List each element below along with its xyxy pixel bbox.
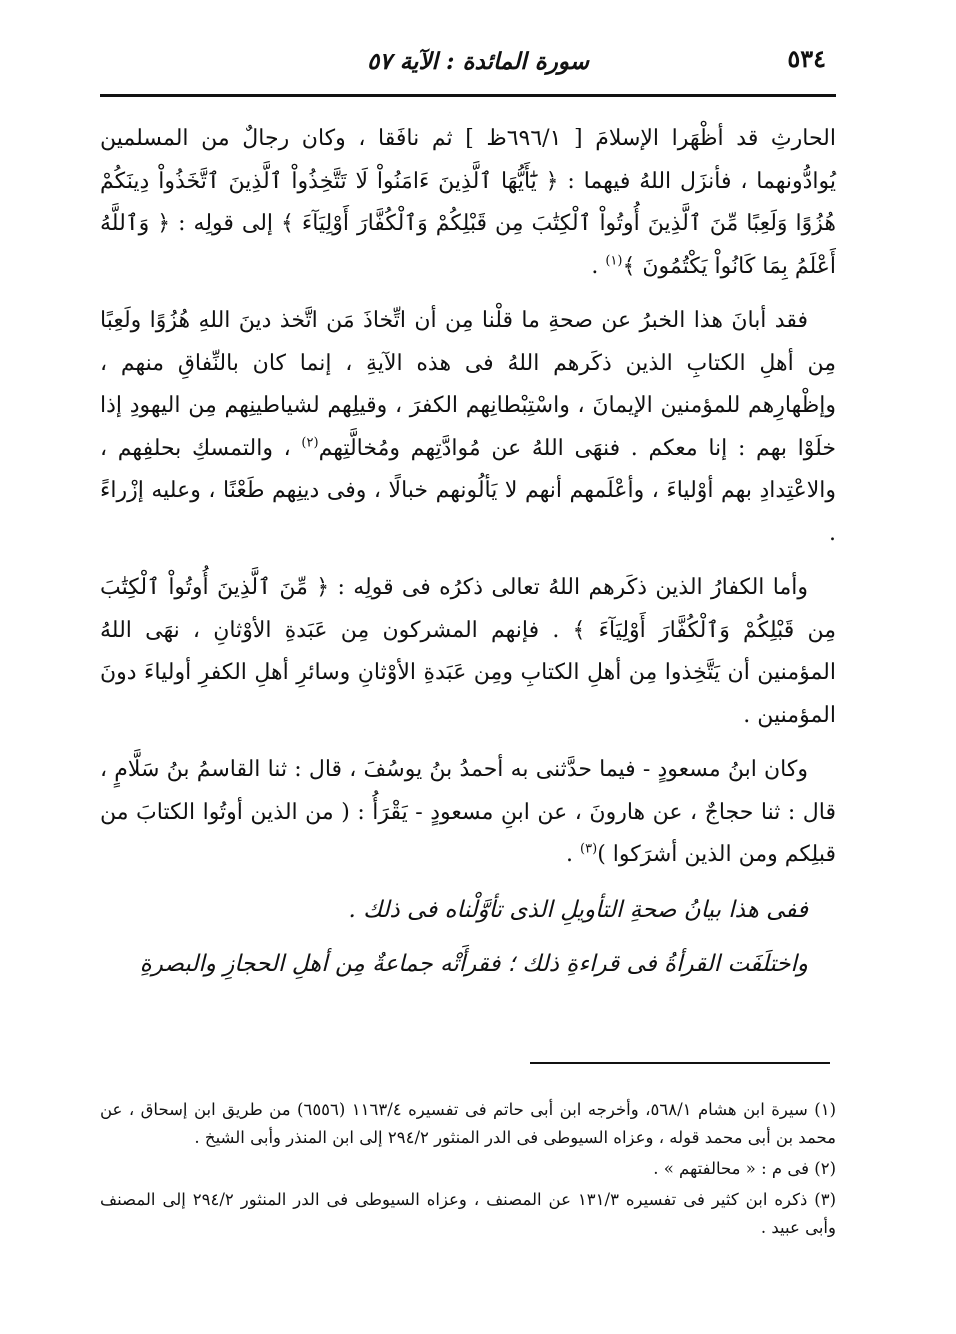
paragraph-3 xyxy=(100,567,836,737)
paragraph-1 xyxy=(100,118,836,288)
footnote-3: (٣) ذكره ابن كثير فى تفسيره ١٣١/٣ عن المصنف ، وعزاه السيوطى فى الدر المنثور ٢٩٤/٢ إلى المصنف وأبى عبيد . xyxy=(100,1190,836,1237)
page-number: ٥٣٤ xyxy=(787,44,826,73)
paragraph-tail: ، والتمسكِ بحلفِهم ، والاعْتِدادِ بهم أوْلياءَ ، وأعْلَمهم أنهم لا يَألُونهم خبالًا ، وفى دينِهم طَعْنًا ، وعليه إزْراءً . xyxy=(100,435,836,546)
paragraph-4 xyxy=(100,749,836,877)
running-title: سورة المائدة : الآية ٥٧ xyxy=(366,48,589,75)
paragraph-text: واختلَفَت القرأةُ فى قراءةِ ذلك ؛ فقرأَتْه جماعةٌ مِن أهلِ الحجازِ والبصرةِ xyxy=(139,951,808,977)
paragraph-5 xyxy=(100,889,836,932)
paragraph-6 xyxy=(100,943,836,986)
main-text xyxy=(100,118,836,998)
paragraph-tail: . xyxy=(566,842,581,867)
paragraph-text: الحارثِ قد أظْهَرا الإسلامَ [ ٦٩٦/١ظ ] ثم نافَقا ، وكان رجالٌ من المسلمين يُوادُّونهما ، فأنزَل اللهُ فيهما : ﴿ يَٰٓأَيُّهَا ٱلَّذِينَ ءَامَنُواْ لَا تَتَّخِذُواْ ٱلَّذِينَ ٱتَّخَذُواْ دِينَكُمْ هُزُوًا وَلَعِبًا مِّنَ ٱلَّذِينَ أُوتُواْ ٱلْكِتَٰبَ مِن قَبْلِكُمْ وَٱلْكُفَّارَ أَوْلِيَآءَ ﴾ إلى قولِه : ﴿ وَٱللَّهُ أَعْلَمُ بِمَا كَانُواْ يَكْتُمُونَ ﴾ xyxy=(100,126,836,279)
paragraph-2 xyxy=(100,300,836,555)
footnote-reference: (٢) xyxy=(301,435,319,451)
paragraph-tail: . xyxy=(591,253,606,279)
paragraph-text: ففى هذا بيانُ صحةِ التأويلِ الذى تأوَّلْناه فى ذلك . xyxy=(348,896,808,923)
paragraph-text: وكان ابنُ مسعودٍ - فيما حدَّثنى به أحمدُ بنُ يوسُفَ ، قال : ثنا القاسمُ بنُ سَلَّامٍ ، قال : ثنا حجاجٌ ، عن هارونَ ، عن ابنِ مسعودٍ - يَقْرَأُ : ( من الذين أوتُوا الكتابَ من قبلِكم ومن الذين أشرَكوا ) xyxy=(100,757,836,867)
footnotes xyxy=(100,1096,836,1245)
footnote-reference: (٣) xyxy=(580,841,598,857)
footnote-2: (٢) فى م : « محالفتهم » . xyxy=(653,1159,836,1178)
footnote-separator xyxy=(530,1062,830,1064)
page-header xyxy=(100,44,856,88)
footnote-1: (١) سيرة ابن هشام ٥٦٨/١، وأخرجه ابن أبى حاتم فى تفسيره ١١٦٣/٤ (٦٥٥٦) من طريق ابن إسحاق ، عن محمد بن أبى محمد قوله ، وعزاه السيوطى فى الدر المنثور ٢٩٤/٢ إلى ابن المنذر وأبى الشيخ . xyxy=(100,1100,836,1147)
paragraph-text: فقد أبانَ هذا الخبرُ عن صحةِ ما قلْنا مِن أن اتِّخاذَ مَن اتَّخذ دينَ اللهِ هُزُوًا ولَعِبًا مِن أهلِ الكتابِ الذين ذكَرهم اللهُ فى هذه الآيةِ ، إنما كان بالنِّفاقِ منهم ، وإظْهارِهم للمؤمنين الإيمانَ ، واسْتِبْطانِهم الكفرَ ، وقيلِهم لشياطينِهم مِن اليهودِ إذا خلَوْا بهم : إنا معكم . فنهَى اللهُ عن مُوادَّتِهم ومُخالَّتِهم xyxy=(100,308,837,461)
paragraph-text: وأما الكفارُ الذين ذكَرهم اللهُ تعالى ذكرُه فى قولِه : ﴿ مِّنَ ٱلَّذِينَ أُوتُواْ ٱلْكِتَٰبَ مِن قَبْلِكُمْ وَٱلْكُفَّارَ أَوْلِيَآءَ ﴾ . فإنهم المشركون مِن عَبَدةِ الأوْثانِ ، نهَى اللهُ المؤمنين أن يَتَّخِذوا مِن أهلِ الكتابِ ومِن عَبَدةِ الأوْثانِ وسائرِ أهلِ الكفرِ أولياءَ دونَ المؤمنين . xyxy=(100,575,836,728)
footnote-reference: (١) xyxy=(605,253,623,269)
header-rule xyxy=(100,94,836,97)
